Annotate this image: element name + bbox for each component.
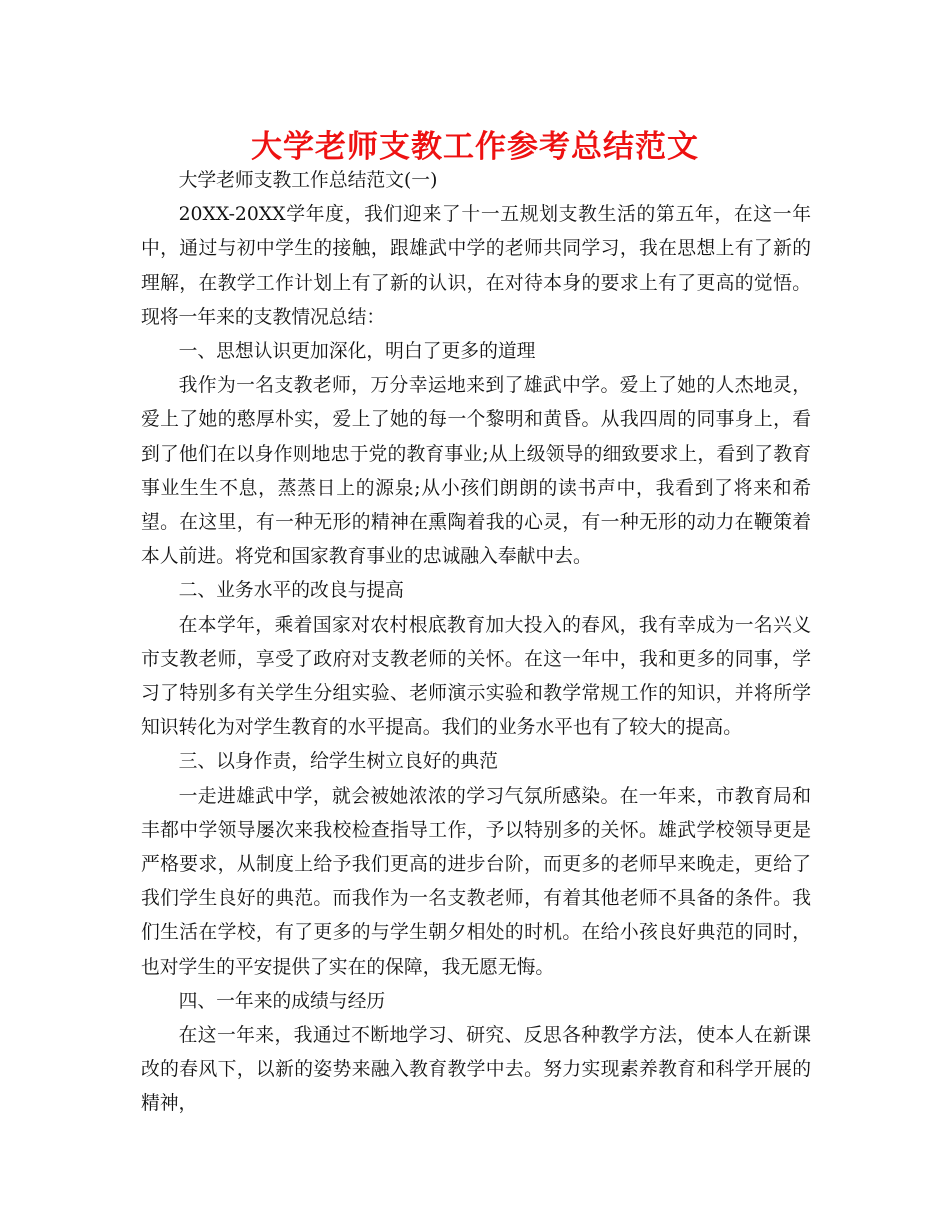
section-paragraph-1: 我作为一名支教老师，万分幸运地来到了雄武中学。爱上了她的人杰地灵，爱上了她的憨厚朴实，爱上了她的每一个黎明和黄昏。从我四周的同事身上，看到了他们在以身作则地忠于党的教育事业;从上级领导的细致要求上，看到了教育事业生生不息，蒸蒸日上的源泉;从小孩们朗朗的读书声中，我看到了将来和希望。在这里，有一种无形的精神在熏陶着我的心灵，有一种无形的动力在鞭策着本人前进。将党和国家教育事业的忠诚融入奉献中去。 <box>141 375 811 568</box>
document-body <box>141 164 811 1122</box>
section-paragraph-3: 一走进雄武中学，就会被她浓浓的学习气氛所感染。在一年来，市教育局和丰都中学领导屡次来我校检查指导工作，予以特别多的关怀。雄武学校领导更是严格要求，从制度上给予我们更高的进步台阶，而更多的老师早来晚走，更给了我们学生良好的典范。而我作为一名支教老师，有着其他老师不具备的条件。我们生活在学校，有了更多的与学生朝夕相处的时机。在给小孩良好典范的同时，也对学生的平安提供了实在的保障，我无愿无悔。 <box>141 785 811 978</box>
subtitle-paragraph: 大学老师支教工作总结范文(一) <box>178 170 438 191</box>
intro-paragraph: 20XX-20XX学年度，我们迎来了十一五规划支教生活的第五年，在这一年中，通过与初中学生的接触，跟雄武中学的老师共同学习，我在思想上有了新的理解，在教学工作计划上有了新的认识，在对待本身的要求上有了更高的觉悟。现将一年来的支教情况总结： <box>141 204 811 328</box>
section-heading-4: 四、一年来的成绩与经历 <box>178 990 386 1012</box>
section-paragraph-4: 在这一年来，我通过不断地学习、研究、反思各种教学方法，使本人在新课改的春风下，以新的姿势来融入教育教学中去。努力实现素养教育和科学开展的精神， <box>141 1025 811 1115</box>
section-heading-3: 三、以身作责，给学生树立良好的典范 <box>178 751 498 773</box>
section-heading-1: 一、思想认识更加深化，明白了更多的道理 <box>178 341 536 363</box>
document-title: 大学老师支教工作参考总结范文 <box>251 129 699 165</box>
section-paragraph-2: 在本学年，乘着国家对农村根底教育加大投入的春风，我有幸成为一名兴义市支教老师，享受了政府对支教老师的关怀。在这一年中，我和更多的同事，学习了特别多有关学生分组实验、老师演示实验和教学常规工作的知识，并将所学知识转化为对学生教育的水平提高。我们的业务水平也有了较大的提高。 <box>141 614 811 739</box>
section-heading-2: 二、业务水平的改良与提高 <box>178 580 404 602</box>
